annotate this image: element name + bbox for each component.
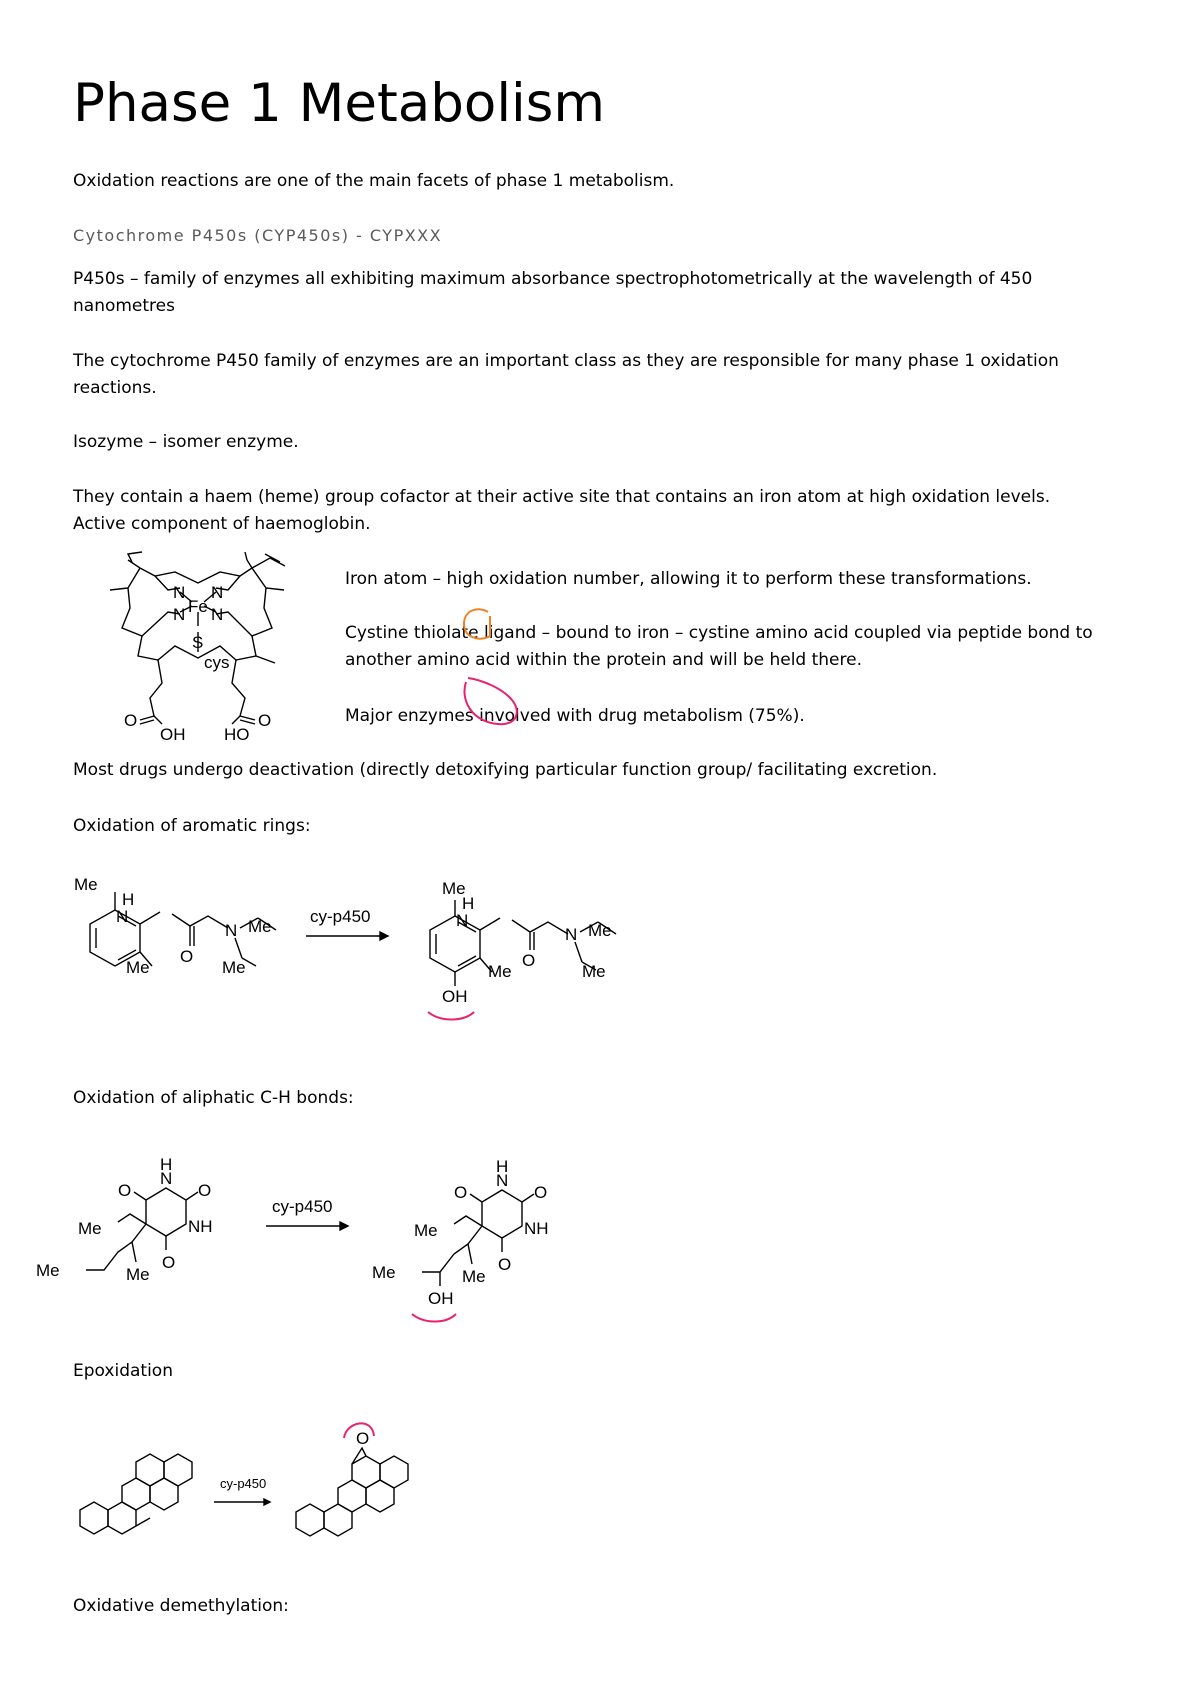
haem-paragraph: They contain a haem (heme) group cofactor at their active site that contains an iron atom at high oxidation levels. (73, 487, 1051, 507)
heading-aliphatic: Oxidation of aliphatic C-H bonds: (73, 1088, 354, 1108)
o-label: O (198, 1181, 212, 1200)
haem-fe-label: Fe (188, 597, 208, 616)
haem-cys-label: cys (204, 653, 230, 672)
me-label: Me (372, 1263, 396, 1282)
p450-definition: P450s – family of enzymes all exhibiting maximum absorbance spectrophotometrically at the wavelength of 450 nanometres (73, 269, 1033, 316)
haem-n-label: N (211, 583, 224, 602)
o-label: O (522, 951, 536, 970)
me-label: Me (414, 1221, 438, 1240)
haem-structure (80, 548, 320, 744)
n-label: N (565, 925, 578, 944)
haem-o-label: O (124, 711, 138, 730)
h-label: H (496, 1157, 509, 1176)
n-label: N (160, 1169, 173, 1188)
o-label: O (498, 1255, 512, 1274)
major-enzymes-note: Major enzymes involved with drug metabolism (75%). (345, 706, 805, 726)
haem-s-label: S (192, 633, 204, 652)
page-title: Phase 1 Metabolism (73, 73, 606, 134)
heading-demethylation: Oxidative demethylation: (73, 1596, 289, 1616)
nh-label: NH (188, 1217, 213, 1236)
isozyme-paragraph: Isozyme – isomer enzyme. (73, 432, 299, 452)
nh-label: NH (524, 1219, 549, 1238)
oh-label: OH (428, 1289, 454, 1308)
me-label: Me (488, 962, 512, 981)
me-label: Me (74, 875, 98, 894)
pink-loop-annotation (458, 672, 528, 742)
cystine-note: Cystine thiolate ligand – bound to iron – cystine amino acid coupled via peptide bond to another amino acid within the protein and will be held there. (345, 623, 1093, 670)
n-label: N (116, 907, 129, 926)
me-label: Me (248, 917, 272, 936)
iron-note: Iron atom – high oxidation number, allowing it to perform these transformations. (345, 569, 1032, 589)
h-label: H (462, 894, 475, 913)
orange-circle-annotation (458, 606, 498, 646)
haem-n-label: N (173, 583, 186, 602)
haem-oh-label: OH (160, 725, 186, 744)
h-label: H (122, 890, 135, 909)
subheading-cytochrome: Cytochrome P450s (CYP450s) - CYPXXX (73, 226, 443, 245)
epoxidation-scheme (60, 1420, 440, 1550)
me-label: Me (588, 921, 612, 940)
me-label: Me (442, 879, 466, 898)
n-label: N (456, 911, 469, 930)
enzyme-label: cy-p450 (310, 907, 371, 926)
me-label: Me (462, 1267, 486, 1286)
p450-class-paragraph: The cytochrome P450 family of enzymes are an important class as they are responsible for many phase 1 oxidation reactions. (73, 351, 1059, 398)
haem-n-label: N (173, 605, 186, 624)
o-label: O (118, 1181, 132, 1200)
me-label: Me (78, 1219, 102, 1238)
intro-paragraph: Oxidation reactions are one of the main facets of phase 1 metabolism. (73, 171, 675, 191)
me-label: Me (582, 962, 606, 981)
n-label: N (225, 921, 238, 940)
aromatic-oxidation-scheme (60, 870, 660, 1020)
heading-epoxidation: Epoxidation (73, 1361, 173, 1381)
haem-n-label: N (211, 605, 224, 624)
haem-active-paragraph: Active component of haemoglobin. (73, 514, 371, 534)
o-label: O (454, 1183, 468, 1202)
enzyme-label: cy-p450 (272, 1197, 333, 1216)
n-label: N (496, 1171, 509, 1190)
h-label: H (160, 1155, 173, 1174)
o-label: O (534, 1183, 548, 1202)
me-label: Me (126, 958, 150, 977)
deactivation-paragraph: Most drugs undergo deactivation (directly detoxifying particular function group/ facilitating excretion. (73, 760, 938, 780)
me-label: Me (36, 1261, 60, 1280)
oh-label: OH (442, 987, 468, 1006)
aliphatic-oxidation-scheme (36, 1155, 596, 1328)
o-label: O (162, 1253, 176, 1272)
o-label: O (180, 947, 194, 966)
me-label: Me (126, 1265, 150, 1284)
epoxide-o-label: O (356, 1429, 370, 1448)
enzyme-label: cy-p450 (220, 1476, 267, 1491)
haem-ho-label: HO (224, 725, 250, 744)
haem-o-label: O (258, 711, 272, 730)
heading-aromatic: Oxidation of aromatic rings: (73, 816, 311, 836)
me-label: Me (222, 958, 246, 977)
